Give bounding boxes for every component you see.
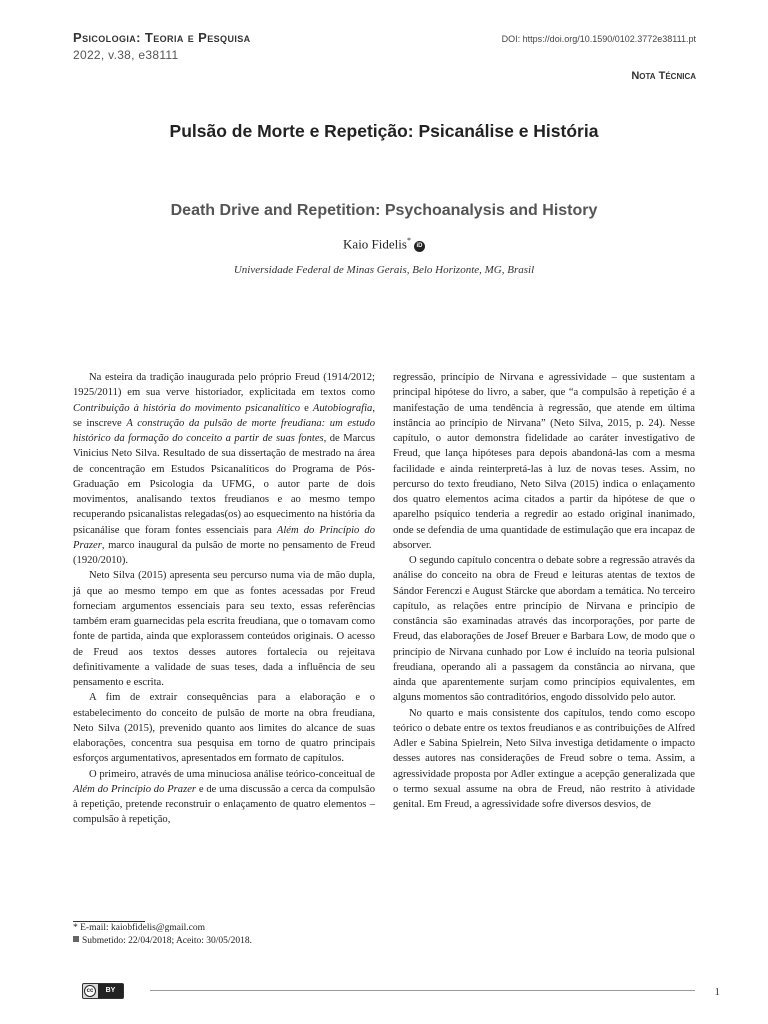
square-bullet-icon bbox=[73, 936, 79, 942]
journal-volume: 2022, v.38, e38111 bbox=[73, 48, 179, 62]
author-affiliation: Universidade Federal de Minas Gerais, Belo Horizonte, MG, Brasil bbox=[233, 264, 535, 276]
footer-divider bbox=[150, 990, 695, 991]
body-column-right bbox=[393, 370, 695, 812]
cc-by-license-icon[interactable] bbox=[82, 983, 124, 999]
paragraph: A fim de extrair consequências para a elaboração e o estabelecimento do conceito de pulsão de morte na obra freudiana, Neto Silva (2015), prevenido quanto aos limites do alcance de suas elaborações, concentra sua pesquisa em torno de quatro principais esforços argumentativos, apresentados em formato de capítulos. bbox=[73, 692, 375, 765]
paragraph: O primeiro, através de uma minuciosa análise teórico-conceitual de Além do Princípio do Prazer e de uma discussão a cerca da compulsão à repetição, pretende reconstruir o enlaçamento de quatro elementos – compulsão à repetição, bbox=[73, 768, 375, 826]
paragraph: No quarto e mais consistente dos capítulos, tendo como escopo teórico o debate entre os textos freudianos e as contribuições de Alfred Adler e Sabina Spielrein, Neto Silva investiga detidamente o impacto desses autores nas considerações de Freud sobre o tema. Assim, a agressividade proposta por Adler extingue a acepção generalizada que o termo sexual assume na obra de Freud, não restrito à atividade genital. Em Freud, a agressividade sofre diversos desvios, de bbox=[393, 707, 695, 810]
section-label: Nota Técnica bbox=[631, 70, 696, 82]
footnote-dates: Submetido: 22/04/2018; Aceito: 30/05/2018. bbox=[73, 936, 252, 946]
author-footnote-mark: * bbox=[406, 236, 411, 245]
body-column-left bbox=[73, 370, 375, 828]
paragraph: regressão, princípio de Nirvana e agressividade – que sustentam a principal hipótese do livro, a saber, que “a compulsão à repetição é a manifestação de uma tendência à regressão, que atende em última instância ao princípio de Nirvana” (Neto Silva, 2015, p. 24). Nesse capítulo, o autor demonstra fidelidade ao caráter investigativo de Freud, que lança hipóteses para depois abandoná-las com a mesma facilidade e ainda reinterpretá-las à luz de novas teses. Assim, no percurso do texto freudiano, Neto Silva (2015) indica o enlaçamento dos quatro elementos acima citados a partir da hipótese de que o aparelho psíquico tenderia a regredir ao estado original inanimado, onde se defendia de uma quantidade de estimulação que era incapaz de absorver. bbox=[393, 372, 695, 551]
doi-link[interactable]: DOI: https://doi.org/10.1590/0102.3772e38111.pt bbox=[501, 34, 696, 44]
article-title-en: Death Drive and Repetition: Psychoanalysis and History bbox=[170, 202, 598, 219]
footnote-divider bbox=[73, 921, 145, 922]
journal-name: Psicologia: Teoria e Pesquisa bbox=[73, 30, 251, 45]
by-label: BY bbox=[98, 984, 123, 998]
cc-label: cc bbox=[84, 985, 96, 997]
paragraph: O segundo capítulo concentra o debate sobre a regressão através da análise do conceito na obra de Freud e leituras atentas de textos de Sándor Ferenczi e August Stärcke que abordam a temática. No terceiro capítulo, as relações entre princípio de Nirvana e princípio de constância são examinadas através das incorporações, por parte de Freud, das elaborações de Josef Breuer e Barbara Low, de modo que o princípio de Nirvana cunhado por Low é incluído na teoria pulsional freudiana, operando ali a passagem da constância ao nirvana, que ainda que aparentemente surjam como princípios equivalentes, em alguns momentos são contraditórios, engodo dissolvido pelo autor. bbox=[393, 555, 695, 704]
article-title-pt: Pulsão de Morte e Repetição: Psicanálise e História bbox=[169, 121, 599, 141]
page-number: 1 bbox=[714, 986, 720, 998]
footnote-email: * E-mail: kaiobfidelis@gmail.com bbox=[73, 923, 205, 933]
paragraph: Neto Silva (2015) apresenta seu percurso numa via de mão dupla, já que ao mesmo tempo em que as fontes acessadas por Freud forneciam argumentos essenciais para seu texto, essas referências também eram guarnecidas pela escrita freudiana, que o tomavam como fonte de partida, ainda que explorassem conteúdos originais. O acesso de Freud aos textos desses autores fortalecia ou rejeitava definitivamente a validade de suas teses, dada a influência de seu pensamento e escrita. bbox=[73, 570, 375, 688]
paragraph: Na esteira da tradição inaugurada pelo próprio Freud (1914/2012; 1925/2011) em sua verve historiador, explicitada em textos como Contribuição à história do movimento psicanalítico e Autobiografia, se inscreve A construção da pulsão de morte freudiana: um estudo histórico da formação do conceito a partir de suas fontes, de Marcus Vinicius Neto Silva. Resultado de sua dissertação de mestrado na área de concentração em Estudos Psicanalíticos do Programa de Pós-Graduação em Psicologia da UFMG, o autor parte de dois movimentos, analisando textos freudianos e ao mesmo tempo recuperando psicanalistas relegadas(os) ao esquecimento na história da psicanálise que foram fontes essenciais para Além do Princípio do Prazer, marco inaugural da pulsão de morte no pensamento de Freud (1920/2010). bbox=[73, 372, 376, 566]
author-line bbox=[0, 236, 768, 252]
orcid-icon[interactable]: iD bbox=[414, 241, 425, 252]
author-name: Kaio Fidelis bbox=[343, 236, 407, 252]
